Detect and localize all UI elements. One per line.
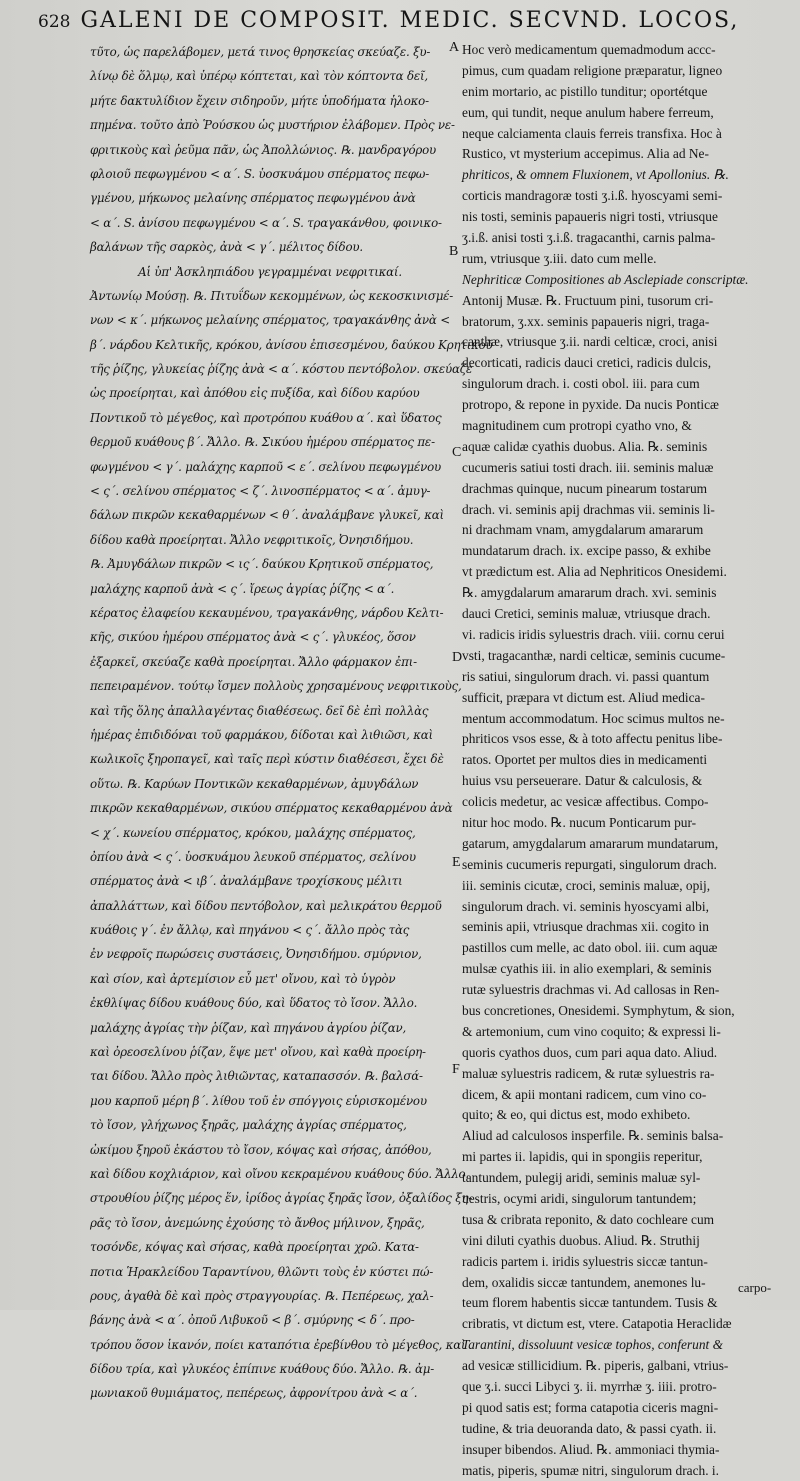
greek-text-line: ὀπίου ἀνὰ < ς΄. ὑοσκυάμου λευκοῦ σπέρματος, σελίνου [90, 849, 416, 864]
latin-text-line: corticis mandragoræ tosti ʒ.i.ß. hyoscyami semi- [462, 188, 723, 204]
margin-letter-f: F [452, 1062, 460, 1077]
greek-text-line: θερμοῦ κυάθους β΄. Ἄλλο. ℞. Σικύου ἡμέρου σπέρματος πε- [90, 435, 435, 450]
latin-text-line: bratorum, ʒ.xx. seminis papaueris nigri, traga- [462, 313, 710, 329]
greek-text-line: μήτε δακτυλίδιον ἔχειν σιδηροῦν, μήτε ὑποδήματα ἡλοκο- [90, 93, 429, 108]
latin-text-line: iii. seminis cicutæ, croci, seminis maluæ, opij, [462, 877, 711, 893]
greek-text-line: < α΄. S. ἀνίσου πεφωγμένου < α΄. S. τραγακάνθου, φοινικο- [90, 215, 442, 230]
greek-text-line: φωγμένου < γ΄. μαλάχης καρποῦ < ε΄. σελίνου πεφωγμένου [90, 459, 441, 474]
greek-text-line: ἀπαλλάττων, καὶ δίδου πεντόβολον, καὶ μελικράτου θερμοῦ [90, 898, 442, 913]
latin-text-line: rutæ syluestris drachmas vi. Ad callosas in Ren- [462, 982, 720, 998]
margin-letter-d: D [452, 650, 463, 665]
latin-text-line: Antonij Musæ. ℞. Fructuum pini, tusorum cri- [462, 292, 714, 308]
latin-text-line: quoris cyathos duos, cum pari aqua dato. Aliud. [462, 1044, 718, 1060]
latin-text-line: dicem, & apii montani radicem, cum vino co- [462, 1086, 707, 1102]
greek-text-line: καὶ σίον, καὶ ἀρτεμίσιον εὖ μετ' οἴνου, καὶ τὸ ὑγρὸν [90, 971, 396, 986]
greek-text-line: ἐκθλίψας δίδου κυάθους δύο, καὶ ὕδατος τὸ ἴσον. Ἄλλο. [90, 996, 418, 1011]
latin-text-line: quito; & eo, qui dictus est, modo exhibeto. [462, 1107, 691, 1123]
greek-text-line: στρουθίου ῥίζης μέρος ἕν, ἰρίδος ἀγρίας ξηρᾶς ἴσον, ὀξαλίδος ξη- [90, 1191, 473, 1206]
latin-text-line: mentum accommodatum. Hoc scimus multos ne- [462, 710, 725, 726]
greek-text-line: κωλικοῖς ξηροπαγεῖ, καὶ ταῖς περὶ κύστιν διαθέσεσι, ἔχει δὲ [90, 752, 444, 767]
latin-text-line: gatarum, amygdalarum amararum mundatarum, [462, 835, 719, 851]
greek-text-line: κυάθοις γ΄. ἐν ἄλλῳ, καὶ πηγάνου < ς΄. ἄλλο πρὸς τὰς [90, 923, 410, 938]
greek-text-line: λίνῳ δὲ ὅλμῳ, καὶ ὑπέρῳ κόπτεται, καὶ τὸν κόπτοντα δεῖ, [90, 69, 428, 84]
latin-text-line: vsti, tragacanthæ, nardi celticæ, seminis cucume- [462, 647, 726, 663]
latin-text-line: mi partes ii. lapidis, qui in spongiis reperitur, [462, 1149, 703, 1165]
catchword: carpo- [738, 1280, 772, 1295]
latin-text-line: maluæ syluestris radicem, & rutæ syluestris ra- [462, 1065, 715, 1081]
latin-text-line: Aliud ad calculosos insperfile. ℞. seminis balsa- [462, 1128, 724, 1144]
latin-text-line: bus concretiones, Onesidemi. Symphytum, & sion, [462, 1002, 735, 1018]
latin-text-line: matis, piperis, spumæ nitri, singulorum drach. i. [462, 1462, 720, 1478]
greek-text-line: μαλάχης καρποῦ ἀνὰ < ς΄. ἴρεως ἀγρίας ῥίζης < α΄. [90, 581, 395, 596]
page-number: 628 [38, 12, 71, 32]
latin-text-line: ris satiui, singulorum drach. vi. passi quantum [462, 668, 710, 684]
latin-text-line: canthæ, vtriusque ʒ.ii. nardi celticæ, croci, anisi [462, 334, 718, 350]
latin-text-line: ʒ.i.ß. anisi tosti ʒ.i.ß. tragacanthi, carnis palma- [462, 230, 716, 246]
greek-text-line: Αἱ ὑπ' Ἀσκληπιάδου γεγραμμέναι νεφριτικαί. [138, 264, 402, 279]
margin-letter-e: E [452, 855, 461, 870]
greek-text-line: γμένου, μήκωνος μελαίνης σπέρματος πεφωγμένου ἀνὰ [90, 191, 416, 206]
greek-text-line: ὡς προείρηται, καὶ ἀπόθου εἰς πυξίδα, καὶ δίδου καρύου [90, 386, 420, 401]
greek-text-line: φλοιοῦ πεφωγμένου < α΄. S. ὑοσκυάμου σπέρματος πεφω- [90, 166, 429, 181]
margin-letter-a: A [449, 40, 460, 55]
latin-text-line: rum, vtriusque ʒ.iii. dato cum melle. [462, 250, 657, 266]
latin-text-line: dem, oxalidis siccæ tantundem, anemones lu- [462, 1274, 706, 1290]
greek-text-line: ὠκίμου ξηροῦ ἑκάστου τὸ ἴσον, κόψας καὶ σήσας, ἀπόθου, [90, 1142, 432, 1157]
greek-text-line: δίδου καθὰ προείρηται. Ἄλλο νεφριτικοῖς, Ὀνησιδήμου. [90, 532, 414, 547]
latin-text-line: nis tosti, seminis papaueris nigri tosti, vtriusque [462, 209, 718, 225]
latin-text-line: tudine, & tria deuoranda dato, & passi cyath. ii. [462, 1420, 717, 1436]
greek-text-line: πημένα. τοῦτο ἀπὸ Ῥούσκου ὡς μυστήριον ἐλάβομεν. Πρὸς νε- [90, 118, 455, 133]
latin-text-line: cucumeris satiui tosti drach. iii. seminis maluæ [462, 459, 714, 475]
latin-text-line: pi quod satis est; forma catapotia ciceris magni- [462, 1399, 719, 1415]
margin-letter-b: B [449, 244, 459, 259]
latin-text-line: sufficit, præpara vt dictum est. Aliud medica- [462, 689, 705, 705]
latin-text-line: dauci Cretici, seminis maluæ, vtriusque drach. [462, 606, 711, 622]
latin-text-line: uestris, ocymi aridi, singulorum tantundem; [462, 1190, 697, 1206]
greek-text-line: μου καρποῦ μέρη β΄. λίθου τοῦ ἐν σπόγγοις εὑρισκομένου [90, 1093, 427, 1108]
greek-text-line: ρᾶς τὸ ἴσον, ἀνεμώνης ἐχούσης τὸ ἄνθος μήλινον, ξηρᾶς, [90, 1215, 425, 1230]
greek-text-line: β΄. νάρδου Κελτικῆς, κρόκου, ἀνίσου ἐπισεσμένου, δαύκου Κρητικοῦ [90, 337, 493, 352]
latin-text-line: eum, qui tundit, neque anulum habere ferreum, [462, 104, 714, 120]
greek-text-line: < ς΄. σελίνου σπέρματος < ζ΄. λινοσπέρματος < α΄. ἀμυγ- [90, 484, 431, 499]
latin-text-line: huius vsu perseuerare. Datur & calculosis, & [462, 773, 703, 789]
latin-text-line: & artemonium, cum vino coquito; & expressi li- [462, 1023, 721, 1039]
greek-text-line: πικρῶν κεκαθαρμένων, σικύου σπέρματος κεκαθαρμένου ἀνὰ [90, 801, 453, 816]
latin-text-line: que ʒ.i. succi Libyci ʒ. ii. myrrhæ ʒ. iiii. protro- [462, 1379, 717, 1394]
latin-text-line: colicis medetur, ac vesicæ affectibus. Compo- [462, 794, 709, 810]
latin-text-line: tantundem, pulegij aridi, seminis maluæ syl- [462, 1170, 701, 1186]
latin-text-line: Tarantini, dissoluunt vesicæ tophos, conferunt & [462, 1337, 724, 1353]
greek-text-line: καὶ δίδου κοχλιάριον, καὶ οἴνου κεκραμένου κυάθους δύο. Ἄλλο. [90, 1166, 469, 1181]
greek-text-line: Ἀντωνίῳ Μούσῃ. ℞. Πιτυΐδων κεκομμένων, ὡς κεκοσκινισμέ- [90, 288, 454, 303]
latin-text-line: mundatarum drach. ix. excipe passo, & exhibe [462, 543, 711, 559]
greek-text-line: ἐξαρκεῖ, σκεύαζε καθὰ προείρηται. Ἄλλο φάρμακον ἐπι- [90, 654, 417, 669]
latin-text-line: cribratis, vt dictum est, vtere. Catapotia Heraclidæ [462, 1316, 732, 1332]
latin-text-line: seminis cucumeris repurgati, singulorum drach. [462, 856, 717, 872]
greek-text-line: τοσόνδε, κόψας καὶ σήσας, καθὰ προείρηται χρῶ. Κατα- [90, 1240, 419, 1255]
latin-text-line: drach. vi. seminis apij drachmas vii. seminis li- [462, 501, 715, 517]
latin-text-line: teum florem habentis siccæ tantundem. Tusis & [462, 1295, 718, 1311]
latin-text-line: magnitudinem cum protropi cyatho vno, & [462, 418, 692, 434]
latin-text-line: singulorum drach. i. costi obol. iii. para cum [462, 376, 700, 392]
latin-text-line: ni drachmam vnam, amygdalarum amararum [462, 522, 704, 538]
latin-text-line: pimus, cum quadam religione præparatur, ligneo [462, 62, 723, 78]
latin-text-line: protropo, & repone in pyxide. Da nucis Ponticæ [462, 397, 719, 413]
greek-text-line: δίδου τρία, καὶ γλυκέος ἐπίπινε κυάθους δύο. Ἄλλο. ℞. ἀμ- [90, 1362, 435, 1377]
greek-text-line: κῆς, σικύου ἡμέρου σπέρματος ἀνὰ < ς΄. γλυκέος, ὅσον [90, 630, 416, 645]
latin-text-line: nitur hoc modo. ℞. nucum Ponticarum pur- [462, 814, 697, 830]
latin-text-line: phriticos, & omnem Fluxionem, vt Apollonius. ℞. [462, 167, 729, 183]
latin-text-column [462, 40, 770, 1481]
latin-text-line: singulorum drach. vi. seminis hyoscyami albi, [462, 898, 709, 914]
greek-text-line: ἡμέρας ἐπιδιδόναι τοῦ φαρμάκου, δίδοται καὶ λιθιῶσι, καὶ [90, 727, 433, 742]
greek-text-line: ρους, ἀγαθὰ δὲ καὶ πρὸς στραγγουρίας. ℞. Πεπέρεως, χαλ- [90, 1288, 434, 1303]
latin-text-line: Hoc verò medicamentum quemadmodum accc- [462, 42, 716, 57]
greek-text-line: βάνης ἀνὰ < α΄. ὀποῦ Λιβυκοῦ < β΄. σμύρνης < δ΄. προ- [90, 1313, 415, 1328]
greek-text-line: τῆς ῥίζης, γλυκείας ῥίζης ἀνὰ < α΄. κόστου πεντόβολον. σκεύαζε [90, 362, 473, 377]
greek-text-line: βαλάνων τῆς σαρκὸς, ἀνὰ < γ΄. μέλιτος δίδου. [90, 240, 363, 255]
latin-text-line: vi. radicis iridis syluestris drach. viii. cornu cerui [462, 626, 725, 642]
greek-text-line: Ποντικοῦ τὸ μέγεθος, καὶ προτρόπου κυάθου α΄. καὶ ὕδατος [90, 410, 442, 425]
greek-text-line: φριτικοὺς καὶ ῥεῦμα πᾶν, ὡς Ἀπολλώνιος. ℞. μανδραγόρου [90, 142, 437, 157]
margin-letter-c: C [452, 445, 462, 460]
greek-text-line: τῦτο, ὡς παρελάβομεν, μετά τινος θρησκείας σκεύαζε. ξυ- [90, 45, 431, 59]
latin-text-line: phriticos vsos esse, & à toto affectu penitus libe- [462, 731, 723, 747]
greek-text-line: ℞. Ἀμυγδάλων πικρῶν < ις΄. δαύκου Κρητικοῦ σπέρματος, [90, 557, 434, 572]
latin-text-line: pastillos cum melle, ac dato obol. iii. cum aquæ [462, 940, 718, 956]
latin-text-line: insuper bibendos. Aliud. ℞. ammoniaci thymia- [462, 1441, 720, 1457]
greek-text-line: μαλάχης ἀγρίας τὴν ῥίζαν, καὶ πηγάνου ἀγρίου ῥίζαν, [90, 1020, 407, 1035]
greek-text-line: ται δίδου. Ἄλλο πρὸς λιθιῶντας, καταπασσόν. ℞. βαλσά- [90, 1069, 423, 1084]
latin-text-line: ℞. amygdalarum amararum drach. xvi. seminis [462, 585, 717, 601]
latin-text-line: drachmas quinque, nucum pinearum tostarum [462, 480, 708, 496]
greek-text-line: τρόπου ὅσον ἱκανόν, ποίει καταπότια ἐρεβίνθου τὸ μέγεθος, καὶ [90, 1337, 466, 1352]
greek-text-line: κέρατος ἐλαφείου κεκαυμένου, τραγακάνθης, νάρδου Κελτι- [90, 605, 444, 620]
running-head: GALENI DE COMPOSIT. MEDIC. SECVND. LOCOS, [80, 8, 740, 33]
latin-text-line: aquæ calidæ cyathis duobus. Alia. ℞. seminis [462, 438, 708, 454]
greek-text-line: δάλων πικρῶν κεκαθαρμένων < θ΄. ἀναλάμβανε γλυκεῖ, καὶ [90, 508, 444, 523]
latin-text-line: tusa & cribrata reponito, & dato cochleare cum [462, 1211, 715, 1227]
latin-text-line: ratos. Oportet per multos dies in medicamenti [462, 752, 708, 768]
greek-text-line: νων < κ΄. μήκωνος μελαίνης σπέρματος, τραγακάνθης ἀνὰ < [90, 313, 450, 328]
greek-text-line: καὶ τῆς ὅλης ἀπαλλαγέντας διαθέσεως. δεῖ δὲ ἐπὶ πολλὰς [90, 703, 429, 718]
latin-text-line: vini diluti cyathis duobus. Aliud. ℞. Struthij [462, 1232, 700, 1248]
latin-text-line: Nephriticæ Compositiones ab Asclepiade conscriptæ. [462, 271, 749, 287]
greek-text-line: πεπειραμένον. τούτῳ ἴσμεν πολλοὺς χρησαμένους νεφριτικοὺς, [90, 679, 462, 694]
greek-text-line: σπέρματος ἀνὰ < ιβ΄. ἀναλάμβανε τροχίσκους μέλιτι [90, 874, 403, 889]
latin-text-line: decorticati, radicis dauci cretici, radicis dulcis, [462, 355, 712, 371]
greek-text-line: μωνιακοῦ θυμιάματος, πεπέρεως, ἀφρονίτρου ἀνὰ < α΄. [90, 1386, 418, 1401]
greek-text-line: < χ΄. κωνείου σπέρματος, κρόκου, μαλάχης σπέρματος, [90, 825, 416, 840]
latin-text-line: Rustico, vt mysterium accepimus. Alia ad Ne- [462, 146, 709, 162]
greek-text-column [90, 40, 493, 1406]
latin-text-line: vt prædictum est. Alia ad Nephriticos Onesidemi. [462, 564, 727, 580]
latin-text-line: radicis partem i. iridis syluestris siccæ tantun- [462, 1253, 708, 1269]
latin-text-line: enim mortario, ac pistillo tunditur; oportétque [462, 83, 708, 99]
greek-text-line: οὕτω. ℞. Καρύων Ποντικῶν κεκαθαρμένων, ἀμυγδάλων [90, 776, 419, 791]
greek-text-line: ἐν νεφροῖς πωρώσεις συστάσεις, Ὀνησιδήμου. σμύρνιον, [90, 947, 422, 962]
latin-text-line: ad vesicæ stillicidium. ℞. piperis, galbani, vtrius- [462, 1358, 729, 1374]
latin-text-line: neque calciamenta clauis ferreis transfixa. Hoc à [462, 125, 722, 141]
greek-text-line: καὶ ὀρεοσελίνου ῥίζαν, ἕψε μετ' οἴνου, καὶ καθὰ προείρη- [90, 1045, 426, 1060]
greek-text-line: τὸ ἴσον, γλήχωνος ξηρᾶς, μαλάχης ἀγρίας σπέρματος, [90, 1118, 407, 1133]
greek-text-line: ποτια Ἡρακλείδου Ταραντίνου, θλῶντι τοὺς ἐν κύστει πώ- [90, 1264, 434, 1279]
latin-text-line: seminis apii, vtriusque drachmas xii. cogito in [462, 919, 709, 935]
latin-text-line: mulsæ cyathis iii. in alio exemplari, & seminis [462, 961, 712, 977]
